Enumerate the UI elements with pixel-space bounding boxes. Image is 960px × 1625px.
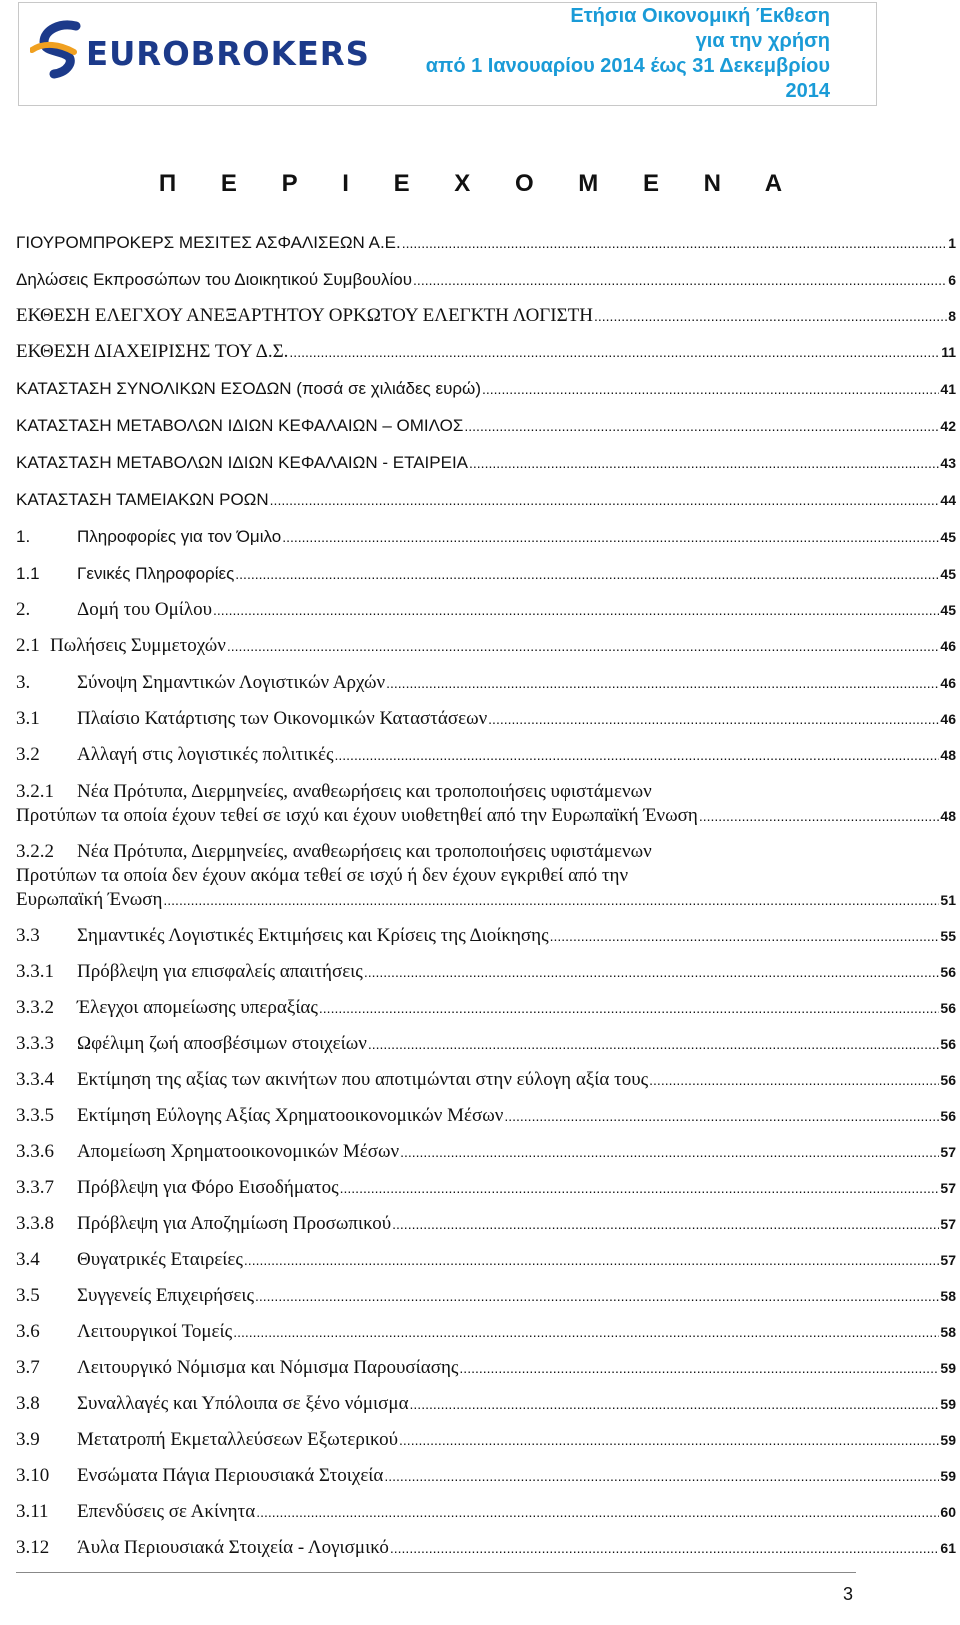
toc-entry-text: Ωφέλιμη ζωή αποσβέσιμων στοιχείων (77, 1033, 367, 1054)
toc-section-number: 3.3.8 (16, 1213, 54, 1234)
toc-entry-text: Συναλλαγές και Υπόλοιπα σε ξένο νόμισμα (77, 1393, 409, 1414)
report-title-line-1: Ετήσια Οικονομική Έκθεση (570, 5, 830, 27)
toc-section-number: 3.3.5 (16, 1105, 54, 1126)
logo-text: EUROBROKERS (86, 34, 370, 73)
toc-section-number: 3.12 (16, 1537, 50, 1558)
toc-leader-dots (163, 892, 939, 908)
toc-entry[interactable] (16, 1177, 956, 1199)
toc-section-number: 3.1 (16, 708, 40, 729)
eurobrokers-logo (30, 20, 370, 82)
toc-section-number: 1. (16, 527, 31, 546)
toc-entry-text: Προτύπων τα οποία δεν έχουν ακόμα τεθεί σε ισχύ ή δεν έχουν εγκριθεί από την (16, 865, 629, 886)
toc-entry-text: Πωλήσεις Συμμετοχών (50, 635, 226, 656)
toc-page-number: 6 (948, 272, 956, 288)
toc-section-number: 3.3 (16, 925, 40, 946)
toc-entry[interactable] (16, 341, 956, 363)
toc-page-number: 56 (940, 1000, 956, 1016)
toc-leader-dots (244, 1252, 940, 1268)
toc-page-number: 56 (940, 964, 956, 980)
toc-entry-multiline[interactable] (16, 841, 652, 863)
toc-page-number: 45 (940, 602, 956, 618)
toc-entry-text: ΚΑΤΑΣΤΑΣΗ ΜΕΤΑΒΟΛΩΝ ΙΔΙΩΝ ΚΕΦΑΛΑΙΩΝ - ΕΤΑΙΡΕΙΑ (16, 453, 469, 472)
toc-page-number: 59 (940, 1468, 956, 1484)
toc-leader-dots (594, 308, 947, 324)
toc-entry-text: Ενσώματα Πάγια Περιουσιακά Στοιχεία (77, 1465, 384, 1486)
toc-entry-text: Αλλαγή στις λογιστικές πολιτικές (77, 744, 334, 765)
toc-section-number: 3.8 (16, 1393, 40, 1414)
toc-entry-text: Εκτίμηση της αξίας των ακινήτων που αποτιμώνται στην εύλογη αξία τους (77, 1069, 649, 1090)
toc-entry-text: ΓΙΟΥΡΟΜΠΡΟΚΕΡΣ ΜΕΣΙΤΕΣ ΑΣΦΑΛΙΣΕΩΝ Α.Ε. (16, 233, 401, 252)
toc-leader-dots (256, 1504, 939, 1520)
toc-leader-dots (384, 1468, 939, 1484)
toc-entry[interactable] (16, 1069, 956, 1091)
toc-entry-text: Εκτίμηση Εύλογης Αξίας Χρηματοοικονομικών Μέσων (77, 1105, 504, 1126)
toc-entry[interactable] (16, 1393, 956, 1415)
toc-entry-text: Δηλώσεις Εκπροσώπων του Διοικητικού Συμβουλίου (16, 270, 413, 289)
toc-page-number: 57 (940, 1144, 956, 1160)
toc-entry[interactable] (16, 490, 956, 510)
toc-leader-dots (270, 492, 940, 508)
toc-page-number: 45 (940, 529, 956, 545)
toc-section-number: 3.11 (16, 1501, 49, 1522)
toc-entry[interactable] (16, 744, 956, 766)
toc-page-number: 51 (940, 892, 956, 908)
toc-entry-text: Θυγατρικές Εταιρείες (77, 1249, 243, 1270)
toc-entry-continuation (16, 865, 628, 887)
toc-section-number: 3.3.6 (16, 1141, 54, 1162)
report-title-line-3: από 1 Ιανουαρίου 2014 έως 31 Δεκεμβρίου (425, 55, 830, 77)
toc-entry-multiline[interactable] (16, 781, 652, 803)
toc-entry[interactable] (16, 997, 956, 1019)
toc-page-number: 48 (940, 808, 956, 824)
toc-entry-text: Πρόβλεψη για Αποζημίωση Προσωπικού (77, 1213, 392, 1234)
toc-entry-text: Δομή του Ομίλου (77, 599, 213, 620)
toc-page-number: 58 (940, 1324, 956, 1340)
toc-section-number: 1.1 (16, 564, 40, 583)
toc-leader-dots (227, 638, 940, 654)
toc-page-number: 56 (940, 1108, 956, 1124)
toc-entry[interactable] (16, 961, 956, 983)
toc-entry[interactable] (16, 233, 956, 253)
toc-leader-dots (289, 344, 940, 360)
report-title-line-2: για την χρήση (695, 30, 830, 52)
toc-section-number: 2.1 (16, 635, 40, 656)
toc-page-number: 46 (940, 638, 956, 654)
toc-entry-text: ΕΚΘΕΣΗ ΕΛΕΓΧΟΥ ΑΝΕΞΑΡΤΗΤΟΥ ΟΡΚΩΤΟΥ ΕΛΕΓΚΤΗ ΛΟΓΙΣΤΗ (16, 305, 593, 326)
toc-entry-text: ΚΑΤΑΣΤΑΣΗ ΣΥΝΟΛΙΚΩΝ ΕΣΟΔΩΝ (ποσά σε χιλιάδες ευρώ) (16, 379, 481, 398)
toc-entry-text: Νέα Πρότυπα, Διερμηνείες, αναθεωρήσεις και τροποποιήσεις υφιστάμενων (77, 841, 652, 862)
toc-entry[interactable] (16, 925, 956, 947)
toc-leader-dots (402, 235, 947, 251)
toc-page-number: 55 (940, 928, 956, 944)
toc-leader-dots (340, 1180, 940, 1196)
toc-entry-text: Προτύπων τα οποία έχουν τεθεί σε ισχύ και έχουν υιοθετηθεί από την Ευρωπαϊκή Ένωση (16, 805, 698, 826)
toc-section-number: 3.6 (16, 1321, 40, 1342)
toc-leader-dots (235, 566, 939, 582)
footer-divider (16, 1572, 856, 1573)
toc-section-number: 3.4 (16, 1249, 40, 1270)
toc-entry-text: ΚΑΤΑΣΤΑΣΗ ΜΕΤΑΒΟΛΩΝ ΙΔΙΩΝ ΚΕΦΑΛΑΙΩΝ – ΟΜΙΛΟΣ (16, 416, 464, 435)
logo-mark-icon (30, 20, 90, 82)
toc-page-number: 61 (940, 1540, 956, 1556)
toc-page-number: 1 (948, 235, 956, 251)
toc-leader-dots (649, 1072, 939, 1088)
toc-leader-dots (390, 1540, 940, 1556)
toc-page-number: 41 (940, 381, 956, 397)
toc-page-number: 46 (940, 711, 956, 727)
toc-entry[interactable] (16, 1285, 956, 1307)
toc-entry[interactable] (16, 672, 956, 694)
toc-entry[interactable] (16, 453, 956, 473)
toc-section-number: 3. (16, 672, 31, 693)
toc-entry-text: Λειτουργικοί Τομείς (77, 1321, 233, 1342)
toc-entry[interactable] (16, 708, 956, 730)
toc-leader-dots (410, 1396, 940, 1412)
toc-leader-dots (400, 1144, 939, 1160)
toc-section-number: 3.2.1 (16, 781, 54, 802)
toc-entry[interactable] (16, 379, 956, 399)
toc-page-number: 48 (940, 747, 956, 763)
toc-entry[interactable] (16, 1141, 956, 1163)
toc-page-number: 45 (940, 566, 956, 582)
toc-leader-dots (282, 529, 939, 545)
toc-entry[interactable] (16, 564, 956, 584)
toc-entry-text: Απομείωση Χρηματοοικονομικών Μέσων (77, 1141, 400, 1162)
toc-leader-dots (368, 1036, 940, 1052)
toc-page-number: 60 (940, 1504, 956, 1520)
toc-leader-dots (364, 964, 940, 980)
toc-leader-dots (550, 928, 940, 944)
toc-entry-text: Συγγενείς Επιχειρήσεις (77, 1285, 254, 1306)
toc-entry[interactable] (16, 1321, 956, 1343)
toc-section-number: 3.3.2 (16, 997, 54, 1018)
toc-entry[interactable] (16, 527, 956, 547)
toc-entry[interactable] (16, 1465, 956, 1487)
toc-entry-text: Πληροφορίες για τον Όμιλο (77, 527, 282, 546)
toc-entry-text: ΚΑΤΑΣΤΑΣΗ ΤΑΜΕΙΑΚΩΝ ΡΟΩΝ (16, 490, 269, 509)
toc-entry[interactable] (16, 1429, 956, 1451)
toc-entry-text: Άυλα Περιουσιακά Στοιχεία - Λογισμικό (77, 1537, 389, 1558)
toc-section-number: 3.7 (16, 1357, 40, 1378)
toc-page-number: 56 (940, 1072, 956, 1088)
toc-page-number: 44 (940, 492, 956, 508)
toc-entry-text: Λειτουργικό Νόμισμα και Νόμισμα Παρουσίασης (77, 1357, 459, 1378)
toc-entry[interactable] (16, 1105, 956, 1127)
toc-leader-dots (255, 1288, 939, 1304)
toc-entry-text: Ευρωπαϊκή Ένωση (16, 889, 163, 910)
toc-entry-text: Επενδύσεις σε Ακίνητα (77, 1501, 256, 1522)
toc-leader-dots (488, 711, 939, 727)
toc-entry-text: Πλαίσιο Κατάρτισης των Οικονομικών Καταστάσεων (77, 708, 488, 729)
toc-section-number: 3.10 (16, 1465, 50, 1486)
toc-leader-dots (335, 747, 940, 763)
toc-leader-dots (213, 602, 939, 618)
toc-page-number: 59 (940, 1396, 956, 1412)
toc-section-number: 3.3.3 (16, 1033, 54, 1054)
toc-entry[interactable] (16, 270, 956, 290)
toc-entry[interactable] (16, 1033, 956, 1055)
toc-page-number: 58 (940, 1288, 956, 1304)
toc-entry-text: ΕΚΘΕΣΗ ΔΙΑΧΕΙΡΙΣΗΣ ΤΟΥ Δ.Σ. (16, 341, 289, 362)
header-title-cell (362, 2, 877, 106)
toc-page-number: 43 (940, 455, 956, 471)
toc-entry[interactable] (16, 305, 956, 327)
toc-entry[interactable] (16, 416, 956, 436)
toc-page-number: 8 (948, 308, 956, 324)
toc-leader-dots (482, 381, 939, 397)
toc-entry[interactable] (16, 1357, 956, 1379)
toc-entry-text: Έλεγχοι απομείωσης υπεραξίας (77, 997, 318, 1018)
toc-page-number: 59 (940, 1432, 956, 1448)
toc-entry[interactable] (16, 1249, 956, 1271)
toc-section-number: 3.3.7 (16, 1177, 54, 1198)
toc-page-number: 59 (940, 1360, 956, 1376)
toc-entry-text: Πρόβλεψη για επισφαλείς απαιτήσεις (77, 961, 363, 982)
toc-page-number: 42 (940, 418, 956, 434)
page-number: 3 (843, 1584, 854, 1604)
toc-leader-dots (413, 272, 947, 288)
contents-heading: Π Ε Ρ Ι Ε Χ Ο Μ Ε Ν Α (158, 170, 802, 197)
toc-leader-dots (386, 675, 939, 691)
toc-section-number: 3.3.1 (16, 961, 54, 982)
toc-page-number: 57 (940, 1216, 956, 1232)
toc-entry-text: Γενικές Πληροφορίες (77, 564, 235, 583)
toc-entry[interactable] (16, 1537, 956, 1559)
toc-page-number: 46 (940, 675, 956, 691)
report-title-line-4: 2014 (785, 80, 830, 102)
toc-leader-dots (399, 1432, 939, 1448)
toc-leader-dots (319, 1000, 940, 1016)
toc-leader-dots (233, 1324, 939, 1340)
toc-leader-dots (699, 808, 940, 824)
toc-section-number: 3.5 (16, 1285, 40, 1306)
toc-leader-dots (504, 1108, 939, 1124)
toc-entry[interactable] (16, 599, 956, 621)
toc-entry[interactable] (16, 1213, 956, 1235)
toc-section-number: 3.3.4 (16, 1069, 54, 1090)
toc-section-number: 3.2.2 (16, 841, 54, 862)
toc-leader-dots (459, 1360, 939, 1376)
toc-page-number: 57 (940, 1252, 956, 1268)
toc-leader-dots (464, 418, 939, 434)
toc-entry[interactable] (16, 635, 956, 657)
toc-leader-dots (469, 455, 939, 471)
toc-section-number: 2. (16, 599, 31, 620)
toc-entry-text: Νέα Πρότυπα, Διερμηνείες, αναθεωρήσεις και τροποποιήσεις υφιστάμενων (77, 781, 652, 802)
toc-entry-text: Σύνοψη Σημαντικών Λογιστικών Αρχών (77, 672, 386, 693)
toc-entry-text: Σημαντικές Λογιστικές Εκτιμήσεις και Κρίσεις της Διοίκησης (77, 925, 549, 946)
toc-leader-dots (392, 1216, 939, 1232)
toc-entry-text: Μετατροπή Εκμεταλλεύσεων Εξωτερικού (77, 1429, 399, 1450)
toc-page-number: 56 (940, 1036, 956, 1052)
toc-section-number: 3.9 (16, 1429, 40, 1450)
toc-entry-continuation[interactable] (16, 805, 956, 827)
toc-entry[interactable] (16, 1501, 956, 1523)
toc-section-number: 3.2 (16, 744, 40, 765)
toc-page-number: 11 (941, 344, 956, 360)
toc-entry-text: Πρόβλεψη για Φόρο Εισοδήματος (77, 1177, 339, 1198)
toc-entry-continuation[interactable] (16, 889, 956, 911)
toc-page-number: 57 (940, 1180, 956, 1196)
